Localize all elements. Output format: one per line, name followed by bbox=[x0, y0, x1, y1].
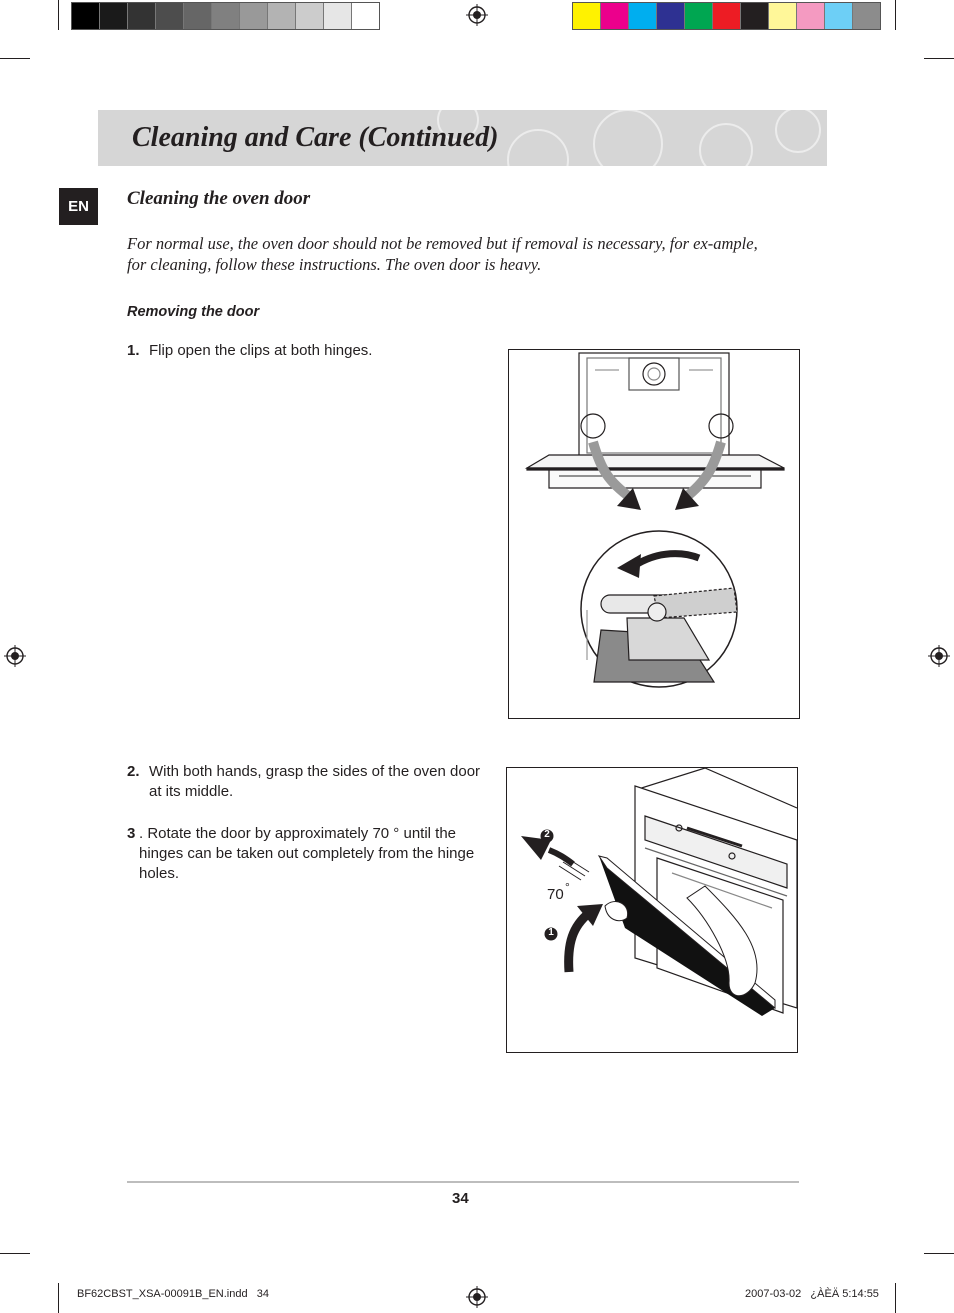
color-swatch bbox=[629, 3, 657, 29]
color-swatch bbox=[685, 3, 713, 29]
color-swatch bbox=[156, 3, 184, 29]
crop-mark bbox=[895, 1283, 896, 1313]
process-color-bar bbox=[572, 2, 881, 30]
step-text: With both hands, grasp the sides of the oven door at its middle. bbox=[149, 763, 481, 800]
oven-door-rotation-icon bbox=[507, 768, 797, 1052]
step-text: . Rotate the door by approximately 70 ° until the hinges can be taken out completely from the hinge holes. bbox=[139, 825, 475, 882]
color-swatch bbox=[741, 3, 769, 29]
grayscale-color-bar bbox=[71, 2, 380, 30]
registration-mark-icon bbox=[4, 645, 26, 667]
registration-mark-icon bbox=[928, 645, 950, 667]
footer-rule bbox=[127, 1181, 799, 1183]
color-swatch bbox=[240, 3, 268, 29]
step-number: 2. bbox=[127, 763, 140, 780]
slug-timestamp: 2007-03-02 ¿ÀÈÄ 5:14:55 bbox=[745, 1288, 879, 1300]
color-swatch bbox=[212, 3, 240, 29]
section-title: Cleaning the oven door bbox=[127, 188, 311, 209]
registration-mark-icon bbox=[466, 4, 488, 26]
marker-1: 1 bbox=[548, 927, 554, 938]
degree-mark: ° bbox=[565, 880, 570, 894]
door-rotation-illustration bbox=[506, 767, 798, 1053]
color-swatch bbox=[797, 3, 825, 29]
color-swatch bbox=[268, 3, 296, 29]
marker-2: 2 bbox=[544, 829, 550, 840]
oven-hinge-icon bbox=[509, 350, 799, 718]
color-swatch bbox=[352, 3, 379, 29]
step-number: 3 bbox=[127, 825, 136, 842]
crop-mark bbox=[0, 58, 30, 59]
intro-paragraph: For normal use, the oven door should not be removed but if removal is necessary, for ex-ample, for cleaning, follow these instructions. The oven door is heavy. bbox=[127, 234, 758, 274]
registration-mark-icon bbox=[466, 1286, 488, 1308]
color-swatch bbox=[601, 3, 629, 29]
crop-mark bbox=[0, 1253, 30, 1254]
color-swatch bbox=[128, 3, 156, 29]
page-number: 34 bbox=[452, 1190, 469, 1207]
color-swatch bbox=[296, 3, 324, 29]
page-title: Cleaning and Care (Continued) bbox=[132, 122, 499, 153]
header-band bbox=[98, 110, 827, 166]
hinge-clip-illustration bbox=[508, 349, 800, 719]
step-number: 1. bbox=[127, 342, 140, 359]
color-swatch bbox=[72, 3, 100, 29]
subheading: Removing the door bbox=[127, 304, 260, 320]
crop-mark bbox=[895, 0, 896, 30]
color-swatch bbox=[657, 3, 685, 29]
crop-mark bbox=[924, 1253, 954, 1254]
crop-mark bbox=[924, 58, 954, 59]
angle-label: 70 bbox=[547, 886, 564, 903]
crop-mark bbox=[58, 0, 59, 30]
color-swatch bbox=[324, 3, 352, 29]
color-swatch bbox=[769, 3, 797, 29]
language-tab: EN bbox=[59, 188, 98, 225]
color-swatch bbox=[713, 3, 741, 29]
color-swatch bbox=[100, 3, 128, 29]
color-swatch bbox=[184, 3, 212, 29]
step-text: Flip open the clips at both hinges. bbox=[149, 342, 373, 359]
slug-filename: BF62CBST_XSA-00091B_EN.indd 34 bbox=[77, 1288, 270, 1300]
color-swatch bbox=[573, 3, 601, 29]
color-swatch bbox=[853, 3, 880, 29]
crop-mark bbox=[58, 1283, 59, 1313]
color-swatch bbox=[825, 3, 853, 29]
